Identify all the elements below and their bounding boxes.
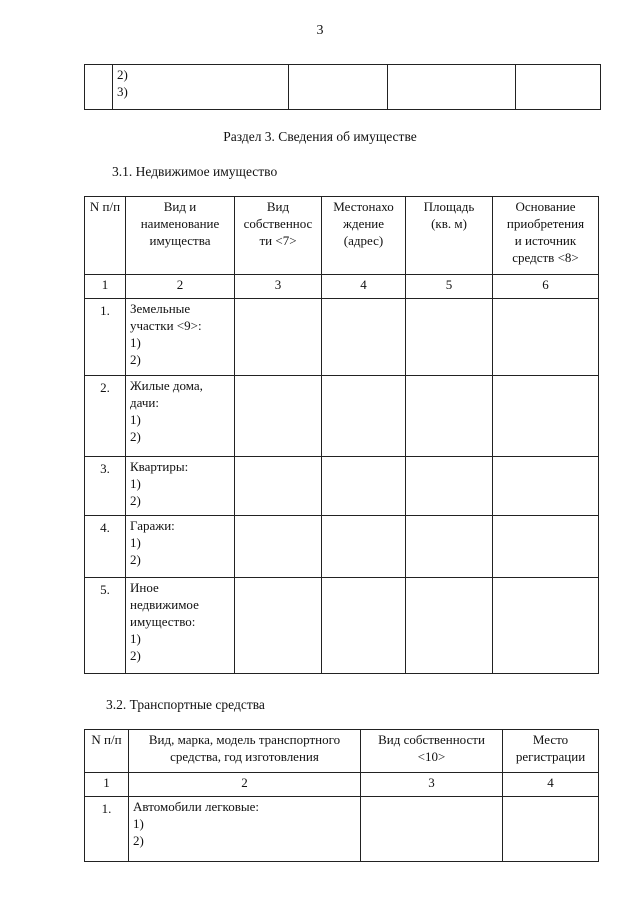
table-cell	[493, 376, 599, 457]
page-number: 3	[316, 23, 324, 38]
table-row	[85, 516, 599, 578]
row-number: 4.	[85, 516, 126, 578]
table-cell	[322, 516, 406, 578]
table-cell	[235, 516, 322, 578]
row-label: Гаражи: 1) 2)	[126, 516, 235, 578]
table-cell	[289, 65, 388, 110]
table-cell	[235, 299, 322, 376]
header-cell: N п/п	[85, 197, 126, 275]
table-row	[85, 299, 599, 376]
row-label: Иное недвижимое имущество: 1) 2)	[126, 578, 235, 674]
row-label: Квартиры: 1) 2)	[126, 457, 235, 516]
table-cell	[322, 299, 406, 376]
transport-title: 3.2. Транспортные средства	[106, 697, 265, 712]
table-cell	[361, 797, 503, 862]
table-cell	[406, 376, 493, 457]
table-cell	[235, 578, 322, 674]
header-cell: Местонахо ждение (адрес)	[322, 197, 406, 275]
table-row	[85, 797, 599, 862]
column-number: 6	[493, 275, 599, 299]
header-cell: Вид собственнос ти <7>	[235, 197, 322, 275]
table-cell	[516, 65, 601, 110]
table-cell	[85, 65, 113, 110]
table-cell	[322, 578, 406, 674]
table-cell	[406, 457, 493, 516]
real-estate-title: 3.1. Недвижимое имущество	[112, 164, 278, 179]
row-label: Земельные участки <9>: 1) 2)	[126, 299, 235, 376]
table-row	[85, 457, 599, 516]
header-cell: Основание приобретения и источник средств <8>	[493, 197, 599, 275]
continued-table	[84, 64, 601, 110]
row-number: 5.	[85, 578, 126, 674]
header-cell: Вид и наименование имущества	[126, 197, 235, 275]
table-cell	[406, 578, 493, 674]
header-cell: Вид собственности <10>	[361, 730, 503, 773]
header-cell: N п/п	[85, 730, 129, 773]
header-cell: Вид, марка, модель транспортного средства, год изготовления	[129, 730, 361, 773]
row-label: Автомобили легковые: 1) 2)	[129, 797, 361, 862]
column-number: 4	[503, 773, 599, 797]
column-number: 4	[322, 275, 406, 299]
table-row	[85, 376, 599, 457]
column-number: 5	[406, 275, 493, 299]
table-row	[85, 578, 599, 674]
table-cell	[322, 376, 406, 457]
transport-table	[84, 729, 599, 862]
table-cell	[493, 299, 599, 376]
section-title: Раздел 3. Сведения об имуществе	[223, 129, 417, 144]
column-number: 1	[85, 773, 129, 797]
row-number: 2.	[85, 376, 126, 457]
table-cell	[493, 516, 599, 578]
column-number: 2	[126, 275, 235, 299]
table-cell-items: 2) 3)	[113, 65, 289, 110]
table-cell	[503, 797, 599, 862]
header-cell: Площадь (кв. м)	[406, 197, 493, 275]
column-number: 3	[361, 773, 503, 797]
real-estate-table	[84, 196, 599, 674]
row-label: Жилые дома, дачи: 1) 2)	[126, 376, 235, 457]
table-cell	[235, 457, 322, 516]
column-number: 1	[85, 275, 126, 299]
header-cell: Место регистрации	[503, 730, 599, 773]
table-cell	[493, 578, 599, 674]
table-cell	[406, 516, 493, 578]
table-cell	[493, 457, 599, 516]
row-number: 1.	[85, 299, 126, 376]
row-number: 1.	[85, 797, 129, 862]
row-number: 3.	[85, 457, 126, 516]
column-number: 3	[235, 275, 322, 299]
table-cell	[322, 457, 406, 516]
table-cell	[235, 376, 322, 457]
table-cell	[388, 65, 516, 110]
table-cell	[406, 299, 493, 376]
column-number: 2	[129, 773, 361, 797]
